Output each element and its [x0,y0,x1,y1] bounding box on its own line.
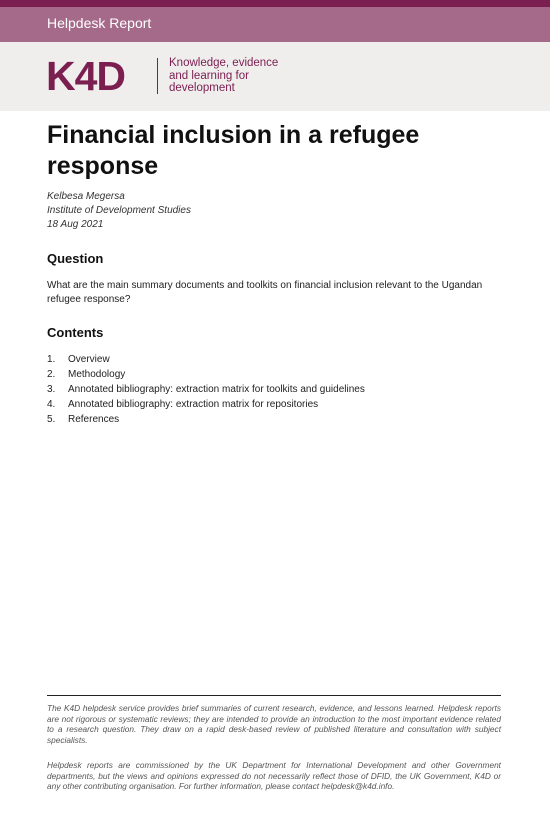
footer-divider [47,695,501,696]
toc-label: Overview [68,354,110,365]
institution-name: Institute of Development Studies [47,205,191,216]
logo-band [0,42,550,111]
toc-item[interactable] [47,397,365,412]
footer-commission-note: Helpdesk reports are commissioned by the UK Department for International Development and other Government departments, but the views and opinions expressed do not necessarily reflect those of DFID, the UK Government, K4D or any other contributing organisation. For further information, please contact helpdesk@k4d.info. [47,760,501,792]
tagline-line: Knowledge, evidence [169,57,279,69]
toc-label: Annotated bibliography: extraction matrix for toolkits and guidelines [68,384,365,395]
toc-number: 1. [47,354,56,365]
logo-divider [157,58,158,94]
toc-item[interactable] [47,412,365,427]
document-meta [47,190,191,232]
toc-label: Annotated bibliography: extraction matrix for repositories [68,399,319,410]
toc-item[interactable] [47,352,365,367]
logo-tagline [169,57,278,95]
tagline-line: and learning for [169,69,249,82]
question-heading: Question [47,251,104,266]
toc-item[interactable] [47,382,365,397]
helpdesk-report-band [0,7,550,42]
publication-date: 18 Aug 2021 [47,219,104,230]
toc-label: Methodology [68,369,126,380]
toc-number: 3. [47,384,56,395]
toc-number: 2. [47,369,56,380]
top-accent-line [0,0,550,7]
footer-disclaimer: The K4D helpdesk service provides brief summaries of current research, evidence, and lessons learned. Helpdesk reports are not rigorous or systematic reviews; they are intended to provide an introduction to the most important evidence related to a research question. They draw on a rapid desk-based review of published literature and consultation with subject specialists. [47,703,501,745]
author-name: Kelbesa Megersa [47,191,125,202]
band-label: Helpdesk Report [47,15,152,31]
question-text: What are the main summary documents and toolkits on financial inclusion relevant to the Ugandan refugee response? [47,280,483,305]
document-title: Financial inclusion in a refugee response [47,121,420,180]
toc-label: References [68,414,120,425]
k4d-logo: K4D [46,53,126,99]
tagline-line: development [169,82,235,94]
toc-item[interactable] [47,367,365,382]
toc-number: 4. [47,399,56,410]
toc-number: 5. [47,414,56,425]
contents-heading: Contents [47,325,104,340]
contents-list [47,352,365,427]
